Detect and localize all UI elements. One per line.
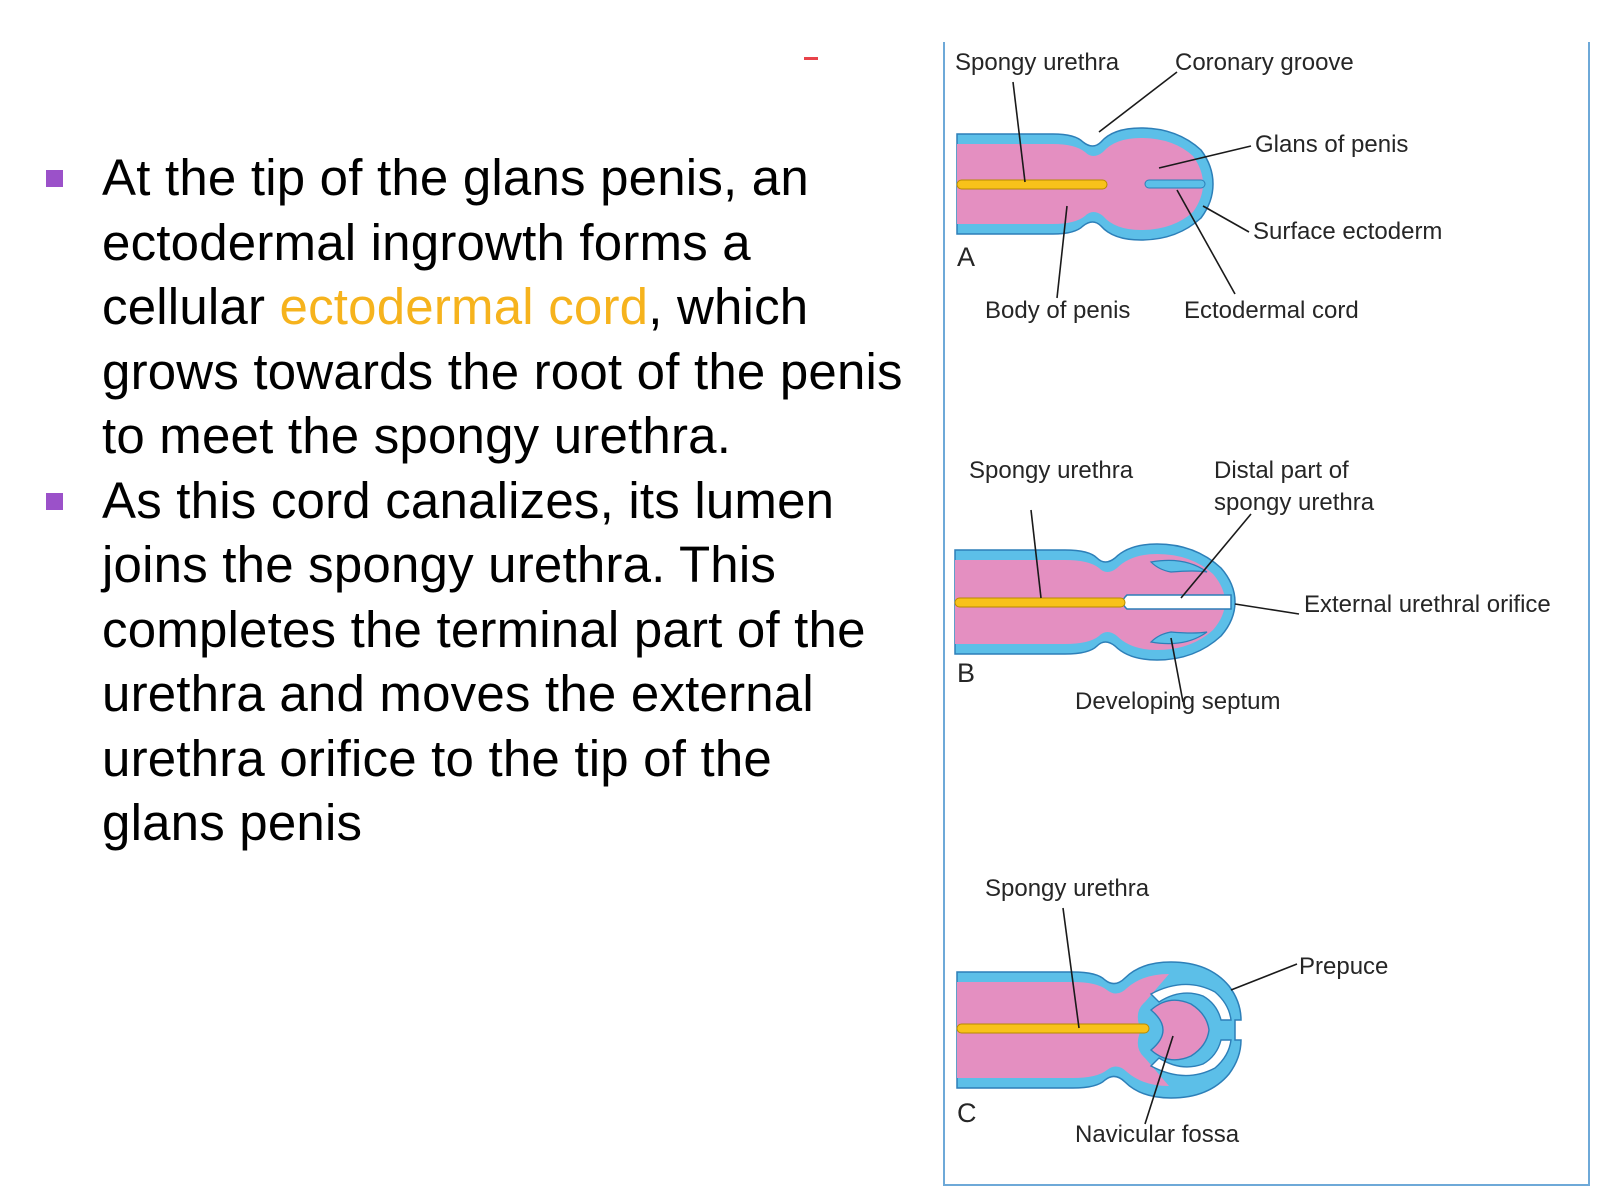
panel-b-letter: B xyxy=(957,658,976,688)
accent-dash xyxy=(804,57,818,60)
bullet-2-text: As this cord canalizes, its lumen joins the spongy urethra. This completes the terminal part of the urethra and moves the external urethra orifice to the tip of the glans penis xyxy=(102,471,866,851)
panel-b-spongy-urethra xyxy=(955,598,1125,607)
panel-b-distal-lumen xyxy=(1123,595,1231,609)
bullet-1-text-before: At the tip of the glans penis, an ectodermal ingrowth forms a cellular xyxy=(102,149,809,335)
highlighted-term: ectodermal cord xyxy=(279,278,649,335)
panel-a-spongy-urethra xyxy=(957,180,1107,189)
label-c-navicular-fossa: Navicular fossa xyxy=(1075,1121,1240,1148)
bullet-item-1 xyxy=(46,146,906,469)
label-b-spongy-urethra: Spongy urethra xyxy=(969,457,1134,484)
label-a-body: Body of penis xyxy=(985,297,1131,324)
square-bullet-icon xyxy=(46,493,63,510)
panel-a-ectodermal-cord xyxy=(1145,180,1205,188)
bullet-list xyxy=(46,146,906,856)
label-a-ectodermal-cord: Ectodermal cord xyxy=(1184,297,1359,324)
panel-a xyxy=(955,49,1442,324)
bullet-item-2 xyxy=(46,469,906,856)
figure-svg xyxy=(945,42,1592,1186)
label-c-spongy-urethra: Spongy urethra xyxy=(985,875,1150,902)
label-b-external-orifice: External urethral orifice xyxy=(1304,591,1551,618)
label-a-spongy-urethra: Spongy urethra xyxy=(955,49,1120,76)
label-b-distal-line2: spongy urethra xyxy=(1214,489,1375,516)
panel-c xyxy=(957,875,1388,1148)
bullet-1-text-after: , which grows towards the root of the penis to meet the spongy urethra. xyxy=(102,278,903,464)
label-a-surface-ectoderm: Surface ectoderm xyxy=(1253,218,1443,245)
panel-b xyxy=(955,457,1551,715)
label-b-distal-line1: Distal part of xyxy=(1214,457,1349,484)
label-c-prepuce: Prepuce xyxy=(1299,953,1389,980)
label-a-glans: Glans of penis xyxy=(1255,131,1409,158)
label-b-developing-septum: Developing septum xyxy=(1075,688,1281,715)
label-a-coronary-groove: Coronary groove xyxy=(1175,49,1354,76)
panel-c-spongy-urethra xyxy=(957,1024,1149,1033)
square-bullet-icon xyxy=(46,170,63,187)
panel-c-letter: C xyxy=(957,1098,977,1128)
panel-a-letter: A xyxy=(957,242,976,272)
urethra-development-figure xyxy=(943,42,1590,1186)
